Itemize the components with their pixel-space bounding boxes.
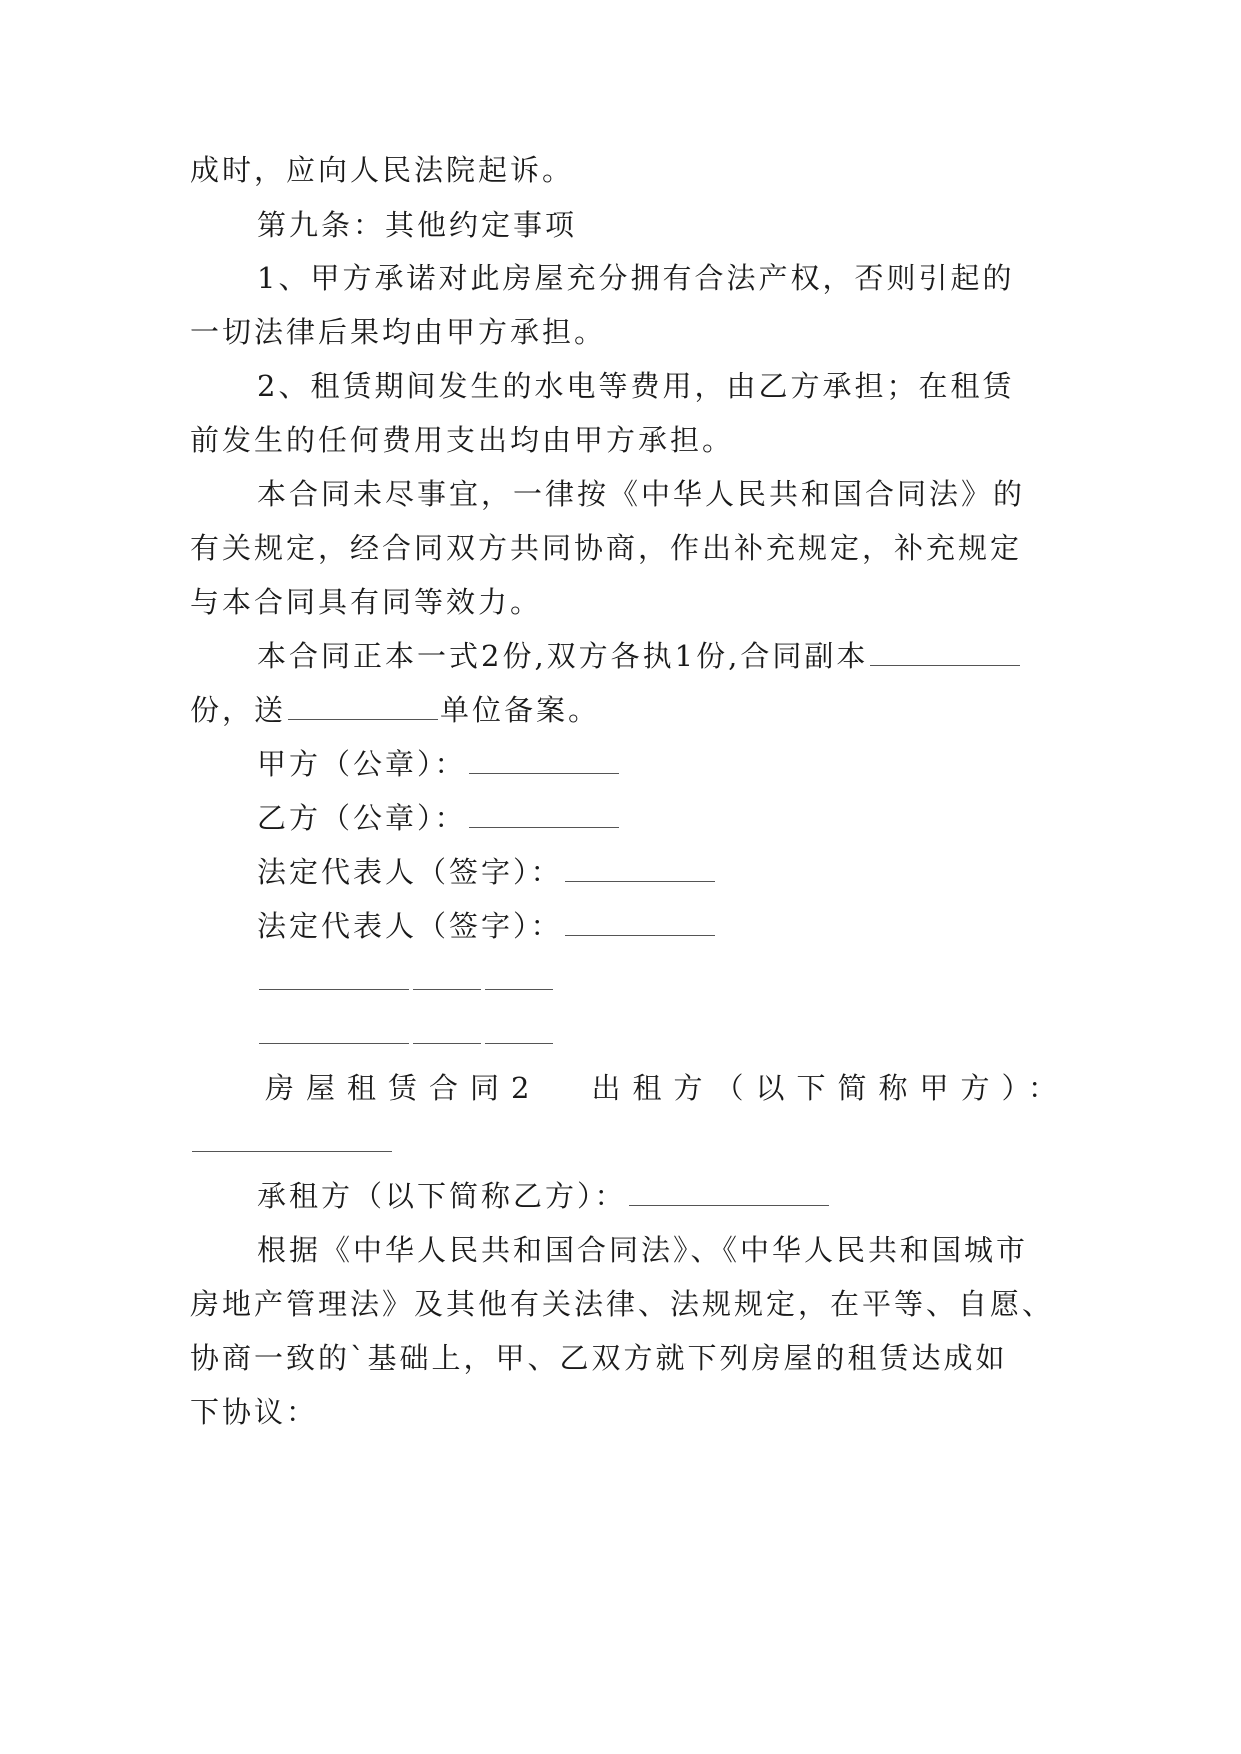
legal-rep-blank-1	[565, 855, 715, 882]
party-a-seal-label: 甲方（公章）：	[257, 747, 467, 781]
date-line-1	[257, 960, 555, 1000]
article-9-heading: 第九条：其他约定事项	[257, 208, 578, 242]
party-b-seal-label: 乙方（公章）：	[257, 801, 467, 835]
lessor-blank-line	[190, 1122, 394, 1162]
supplement-line-2: 有关规定，经合同双方共同协商，作出补充规定，补充规定	[190, 531, 1023, 565]
lessee-line	[257, 1176, 831, 1216]
clause-2-line-1: 2、租赁期间发生的水电等费用，由乙方承担；在租赁	[257, 369, 1015, 403]
clause-1-line-1: 1、甲方承诺对此房屋充分拥有合法产权，否则引起的	[257, 261, 1015, 295]
lessor-blank	[192, 1125, 392, 1152]
day-blank-1	[485, 963, 553, 990]
unit-blank	[288, 693, 438, 720]
date-line-2	[257, 1014, 555, 1054]
day-blank-2	[485, 1017, 553, 1044]
party-a-seal-blank	[469, 747, 619, 774]
legal-rep-blank-2	[565, 909, 715, 936]
basis-line-4: 下协议：	[190, 1395, 319, 1429]
basis-line-2: 房地产管理法》及其他有关法律、法规规定，在平等、自愿、	[190, 1287, 1055, 1321]
lessee-label: 承租方（以下简称乙方）：	[257, 1179, 627, 1213]
copies-text: 本合同正本一式2份,双方各执1份,合同副本	[257, 639, 869, 673]
para-line-1: 成时，应向人民法院起诉。	[190, 153, 575, 187]
copies-blank	[870, 639, 1020, 666]
copies-line-2	[190, 690, 600, 730]
contract-2-title-line	[265, 1068, 1069, 1108]
supplement-line-1: 本合同未尽事宜，一律按《中华人民共和国合同法》的	[257, 477, 1026, 511]
month-blank-2	[413, 1017, 481, 1044]
lessee-blank	[629, 1179, 829, 1206]
filing-text: 单位备案。	[440, 693, 601, 727]
supplement-line-3: 与本合同具有同等效力。	[190, 585, 543, 619]
legal-rep-label-2: 法定代表人（签字）：	[257, 909, 563, 943]
month-blank-1	[413, 963, 481, 990]
basis-line-3: 协商一致的`基础上，甲、乙双方就下列房屋的租赁达成如	[190, 1341, 1008, 1375]
lessor-label: 出租方（以下简称甲方）：	[591, 1071, 1069, 1105]
contract-2-title: 房屋租赁合同2	[265, 1071, 542, 1105]
party-b-seal-line	[257, 798, 621, 838]
year-blank-1	[259, 963, 409, 990]
party-b-seal-blank	[469, 801, 619, 828]
party-a-seal-line	[257, 744, 621, 784]
legal-rep-label-1: 法定代表人（签字）：	[257, 855, 563, 889]
legal-rep-line-2	[257, 906, 717, 946]
clause-1-line-2: 一切法律后果均由甲方承担。	[190, 315, 607, 349]
basis-line-1: 根据《中华人民共和国合同法》、《中华人民共和国城市	[257, 1233, 1029, 1267]
year-blank-2	[259, 1017, 409, 1044]
send-text: 份，送	[190, 693, 287, 727]
copies-line-1	[257, 636, 1022, 676]
clause-2-line-2: 前发生的任何费用支出均由甲方承担。	[190, 423, 735, 457]
legal-rep-line-1	[257, 852, 717, 892]
